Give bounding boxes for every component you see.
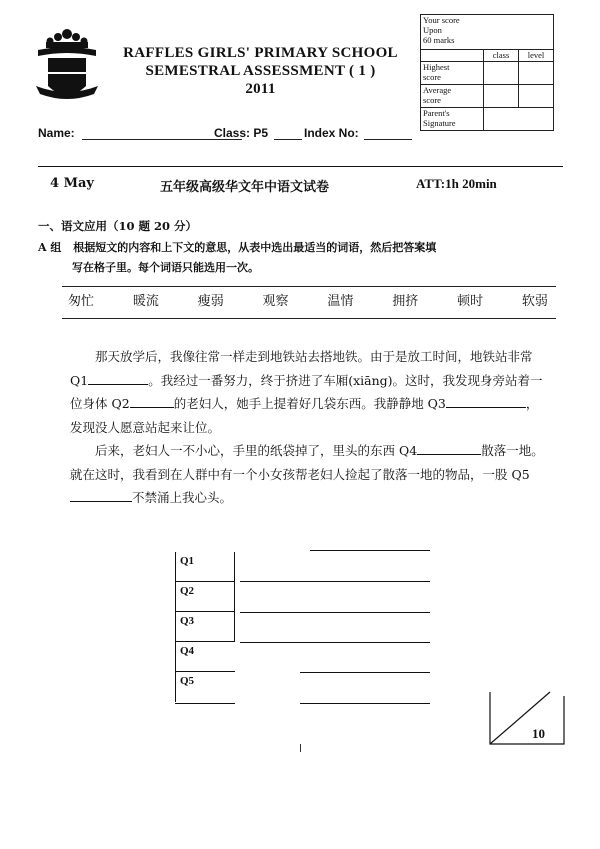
passage-text: 。我经过一番努力，终于挤进了车厢(xiāng)。这时，我发现身旁站着一位身体 Q2 bbox=[70, 372, 543, 411]
passage-paragraph-2 bbox=[70, 439, 550, 510]
class-column-header: class bbox=[484, 50, 519, 62]
name-label: Name: bbox=[38, 126, 75, 140]
section-marks-box bbox=[488, 690, 566, 746]
answer-field-q2[interactable] bbox=[240, 581, 430, 582]
answer-label: Q3 bbox=[180, 615, 195, 627]
school-crest-logo bbox=[34, 24, 100, 106]
answer-table bbox=[175, 552, 235, 702]
class-field[interactable] bbox=[274, 139, 302, 140]
word-bank bbox=[68, 290, 548, 309]
word-bank-item: 顿时 bbox=[457, 294, 484, 309]
answer-label: Q4 bbox=[180, 645, 195, 657]
parent-signature-label: Parent's bbox=[423, 108, 450, 118]
highest-level-cell[interactable] bbox=[519, 62, 554, 85]
answer-field-q5-extra[interactable] bbox=[300, 703, 430, 704]
word-bank-item: 温情 bbox=[327, 294, 354, 309]
answer-field-q5[interactable] bbox=[300, 672, 430, 673]
answer-field-q4[interactable] bbox=[240, 642, 430, 643]
answer-row-q3 bbox=[175, 612, 235, 642]
instruction-line-2: 写在格子里。每个词语只能选用一次。 bbox=[72, 261, 259, 274]
answer-table-bottom bbox=[175, 703, 235, 704]
exam-date: 4 May bbox=[50, 176, 94, 191]
page-mark bbox=[300, 744, 301, 752]
passage-text: 散落一地。就在这时，我看到在人群中有一个小女孩帮老妇人捡起了散落一地的物品，一股 Q5 bbox=[70, 443, 544, 482]
passage-text: 的老妇人，她手上提着好几袋东西。我静静地 Q3 bbox=[173, 396, 446, 411]
index-field[interactable] bbox=[364, 139, 412, 140]
level-column-header: level bbox=[519, 50, 554, 62]
highest-score-label: Highest bbox=[423, 62, 450, 72]
index-label: Index No: bbox=[304, 126, 359, 140]
instruction-line-1: 根据短文的内容和上下文的意思，从表中选出最适当的词语，然后把答案填 bbox=[73, 241, 437, 254]
header-divider bbox=[38, 166, 563, 167]
word-bank-bottom-rule bbox=[62, 318, 556, 319]
average-score-label-2: score bbox=[423, 95, 441, 105]
exam-duration: ATT:1h 20min bbox=[416, 176, 497, 191]
word-bank-top-rule bbox=[62, 286, 556, 287]
section-heading: 一、语文应用（10 题 20 分） bbox=[38, 219, 198, 233]
word-bank-item: 观察 bbox=[262, 294, 289, 309]
answer-label: Q5 bbox=[180, 675, 195, 687]
blank-q5 bbox=[70, 487, 132, 502]
reading-passage bbox=[70, 345, 550, 510]
answer-row-q2 bbox=[175, 582, 235, 612]
blank-q4 bbox=[417, 440, 481, 455]
answer-row-q1 bbox=[175, 552, 235, 582]
answer-label: Q2 bbox=[180, 585, 195, 597]
blank-q1 bbox=[88, 370, 148, 385]
passage-text: 不禁涌上我心头。 bbox=[132, 490, 233, 505]
instruction-block bbox=[38, 238, 558, 278]
section-total-marks: 10 bbox=[532, 726, 545, 741]
average-class-cell[interactable] bbox=[484, 85, 519, 108]
school-name: RAFFLES GIRLS' PRIMARY SCHOOL bbox=[123, 45, 398, 61]
parent-signature-cell[interactable] bbox=[484, 108, 554, 131]
assessment-title: SEMESTRAL ASSESSMENT ( 1 ) bbox=[145, 63, 376, 79]
word-bank-item: 拥挤 bbox=[392, 294, 419, 309]
parent-signature-label-2: Signature bbox=[423, 118, 456, 128]
average-score-label: Average bbox=[423, 85, 452, 95]
average-level-cell[interactable] bbox=[519, 85, 554, 108]
score-box bbox=[420, 14, 560, 131]
passage-text: 那天放学后，我像往常一样走到地铁站去搭地铁。由于是放工时间，地铁站非常 Q1 bbox=[70, 349, 533, 388]
group-label: A 组 bbox=[38, 241, 62, 254]
word-bank-item: 瘦弱 bbox=[197, 294, 224, 309]
passage-text: ，发现没人愿意站起来让位。 bbox=[70, 396, 539, 435]
answer-row-q5 bbox=[175, 672, 235, 702]
your-score-label: Your score bbox=[423, 15, 460, 25]
passage-text: 后来，老妇人一不小心，手里的纸袋掉了，里头的东西 Q4 bbox=[95, 443, 418, 458]
answer-field-q1[interactable] bbox=[310, 550, 430, 551]
answer-table-divider bbox=[234, 552, 235, 642]
word-bank-item: 软弱 bbox=[521, 294, 548, 309]
word-bank-item: 匆忙 bbox=[68, 294, 95, 309]
answer-label: Q1 bbox=[180, 555, 195, 567]
assessment-year: 2011 bbox=[245, 81, 276, 97]
class-label: Class: P5 bbox=[214, 126, 269, 140]
highest-score-label-2: score bbox=[423, 72, 441, 82]
answer-field-q3[interactable] bbox=[240, 612, 430, 613]
word-bank-item: 暖流 bbox=[132, 294, 159, 309]
blank-q2 bbox=[130, 393, 174, 408]
paper-title: 五年级高级华文年中语文试卷 bbox=[160, 180, 330, 195]
blank-q3 bbox=[446, 393, 526, 408]
marks-label: 60 marks bbox=[423, 35, 455, 45]
passage-paragraph-1 bbox=[70, 345, 550, 439]
upon-label: Upon bbox=[423, 25, 442, 35]
answer-row-q4 bbox=[175, 642, 235, 672]
highest-class-cell[interactable] bbox=[484, 62, 519, 85]
